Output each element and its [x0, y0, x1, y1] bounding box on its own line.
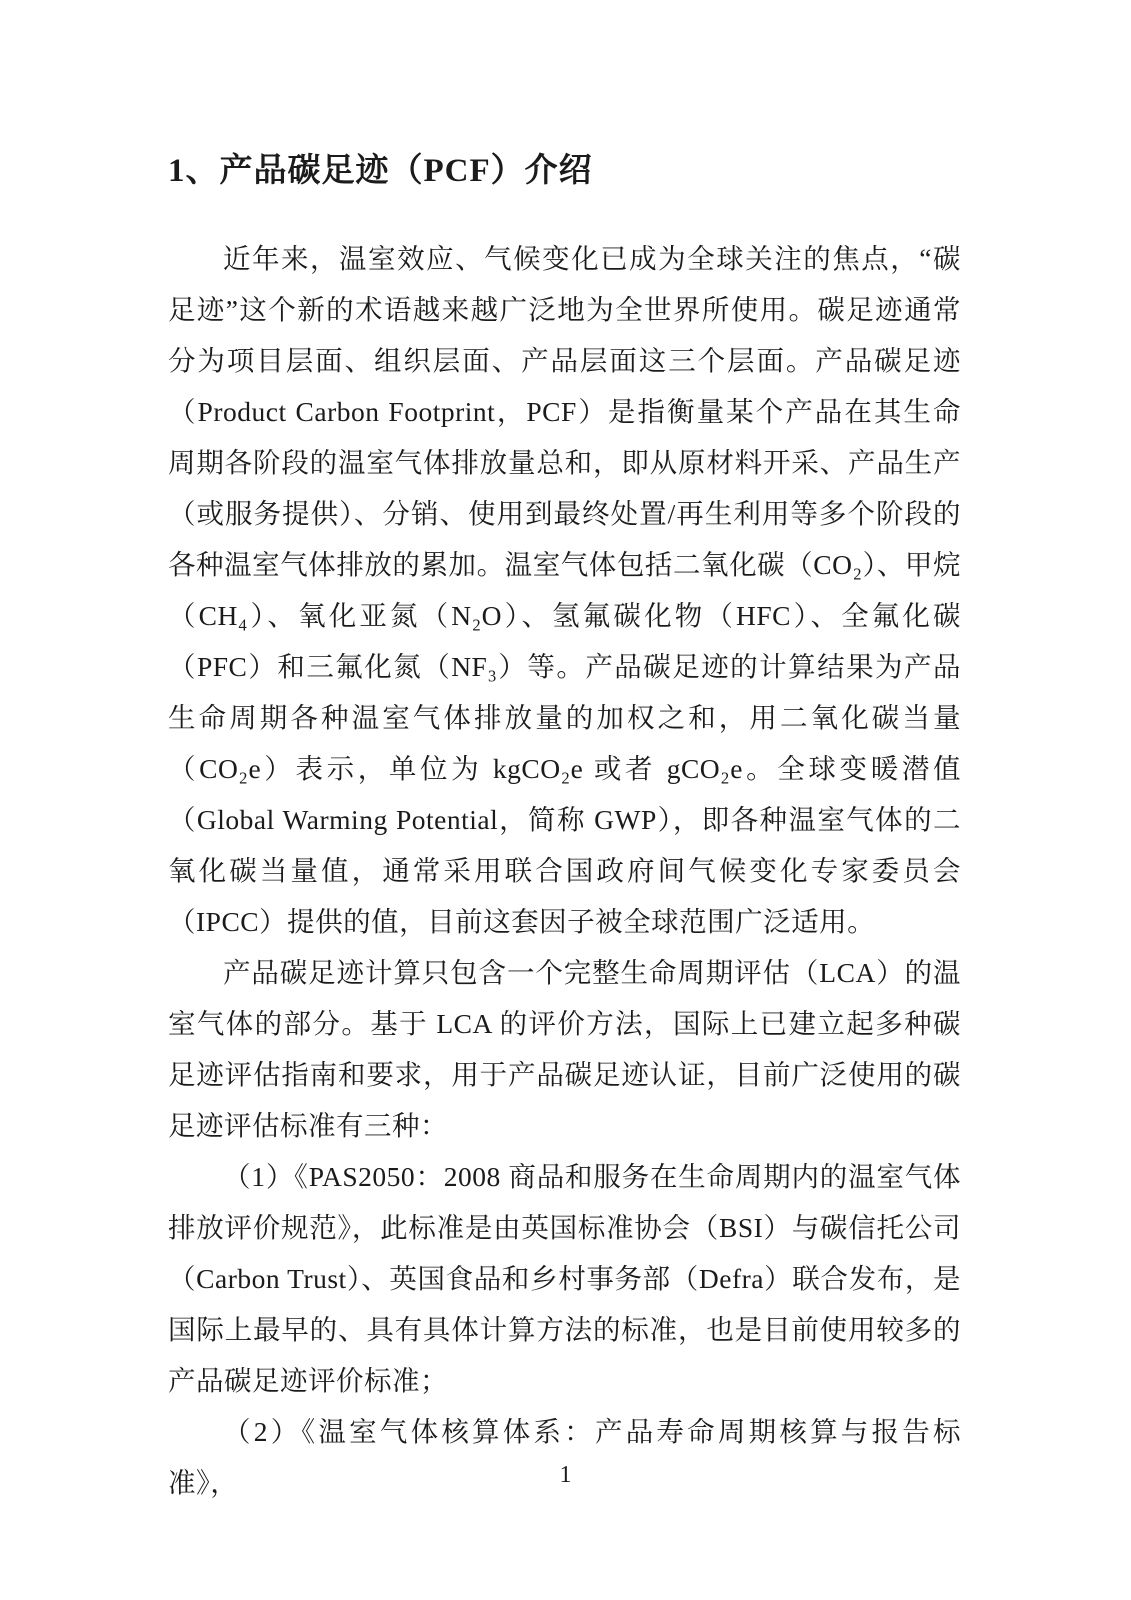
paragraph-standard-2-ghg-protocol: （2）《温室气体核算体系：产品寿命周期核算与报告标准》， [168, 1415, 961, 1498]
paragraph-standard-1-pas2050: （1）《PAS2050：2008 商品和服务在生命周期内的温室气体排放评价规范》，此标准是由英国标准协会（BSI）与碳信托公司（Carbon Trust）、英国食品和乡村事务部（Defra）联合发布，是国际上最早的、具有具体计算方法的标准，也是目前使用较多的产品碳足迹评价标准； [168, 1160, 961, 1396]
paragraph-lca: 产品碳足迹计算只包含一个完整生命周期评估（LCA）的温室气体的部分。基于 LCA 的评价方法，国际上已建立起多种碳足迹评估指南和要求，用于产品碳足迹认证，目前广泛使用的碳足迹评估标准有三种： [168, 956, 961, 1141]
document-body [168, 150, 961, 1508]
page-number: 1 [559, 1462, 572, 1488]
paragraph-intro: 近年来，温室效应、气候变化已成为全球关注的焦点，“碳足迹”这个新的术语越来越广泛地为全世界所使用。碳足迹通常分为项目层面、组织层面、产品层面这三个层面。产品碳足迹（Product Carbon Footprint，PCF）是指衡量某个产品在其生命周期各阶段的温室气体排放量总和，即从原材料开采、产品生产（或服务提供）、分销、使用到最终处置/再生利用等多个阶段的各种温室气体排放的累加。温室气体包括二氧化碳（CO₂）、甲烷（CH₄）、氧化亚氮（N₂O）、氢氟碳化物（HFC）、全氟化碳（PFC）和三氟化氮（NF₃）等。产品碳足迹的计算结果为产品生命周期各种温室气体排放量的加权之和，用二氧化碳当量（CO₂e）表示，单位为 kgCO₂e 或者 gCO₂e。全球变暖潜值（Global Warming Potential，简称 GWP），即各种温室气体的二氧化碳当量值，通常采用联合国政府间气候变化专家委员会（IPCC）提供的值，目前这套因子被全球范围广泛适用。 [168, 242, 961, 937]
section-heading: 1、产品碳足迹（PCF）介绍 [168, 153, 593, 189]
